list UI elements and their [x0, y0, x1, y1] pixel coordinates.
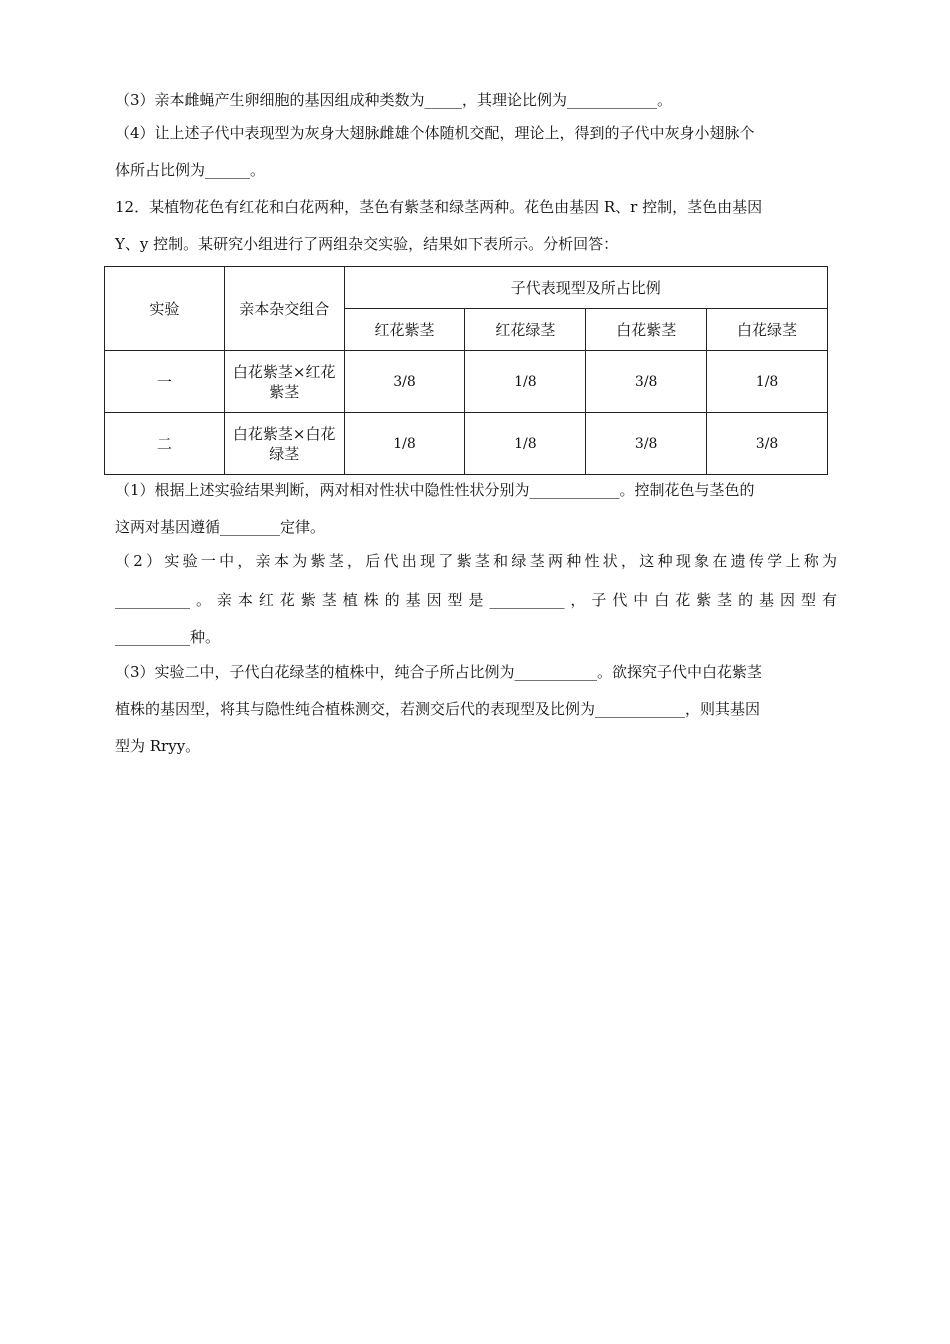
table-header-row: [105, 267, 828, 309]
header-offspring: 子代表现型及所占比例: [344, 267, 827, 309]
q11-part3: （3）亲本雌蝇产生卵细胞的基因组成种类数为_____，其理论比例为____________。: [115, 91, 673, 109]
header-phenotype: 红花紫茎: [344, 309, 465, 351]
ratio-cell: 1/8: [465, 413, 586, 475]
q11-part4-line2: 体所占比例为______。: [115, 161, 266, 179]
header-phenotype: 红花绿茎: [465, 309, 586, 351]
ratio-cell: 3/8: [344, 351, 465, 413]
ratio-cell: 1/8: [344, 413, 465, 475]
cross-combination: 白花紫茎×红花紫茎: [224, 351, 344, 413]
q12-intro-line1: 12．某植物花色有红花和白花两种，茎色有紫茎和绿茎两种。花色由基因 R、r 控制，茎色由基因: [115, 198, 763, 216]
q12-part3-line2: 植株的基因型，将其与隐性纯合植株测交，若测交后代的表现型及比例为____________，则其基因: [115, 700, 761, 718]
results-table: [104, 266, 828, 475]
header-phenotype: 白花绿茎: [707, 309, 828, 351]
q12-part1-line2: 这两对基因遵循________定律。: [115, 518, 326, 536]
experiment-label: 一: [105, 351, 225, 413]
q12-part2-line3: __________种。: [115, 628, 221, 646]
ratio-cell: 1/8: [707, 351, 828, 413]
ratio-cell: 3/8: [586, 351, 707, 413]
header-parental-cross: 亲本杂交组合: [224, 267, 344, 351]
q12-part1-line1: （1）根据上述实验结果判断，两对相对性状中隐性性状分别为____________。控制花色与茎色的: [115, 481, 755, 499]
header-experiment: 实验: [105, 267, 225, 351]
q12-part2-line1: （2）实验一中，亲本为紫茎，后代出现了紫茎和绿茎两种性状，这种现象在遗传学上称为: [115, 552, 837, 570]
ratio-cell: 1/8: [465, 351, 586, 413]
cross-combination: 白花紫茎×白花绿茎: [224, 413, 344, 475]
ratio-cell: 3/8: [707, 413, 828, 475]
q12-part3-line3: 型为 Rryy。: [115, 737, 201, 755]
header-phenotype: 白花紫茎: [586, 309, 707, 351]
q11-part4-line1: （4）让上述子代中表现型为灰身大翅脉雌雄个体随机交配，理论上，得到的子代中灰身小翅脉个: [115, 124, 755, 142]
table-row: [105, 351, 828, 413]
q12-part3-line1: （3）实验二中，子代白花绿茎的植株中，纯合子所占比例为___________。欲探究子代中白花紫茎: [115, 663, 763, 681]
table-row: [105, 413, 828, 475]
q12-intro-line2: Y、y 控制。某研究小组进行了两组杂交实验，结果如下表所示。分析回答：: [115, 235, 619, 253]
experiment-label: 二: [105, 413, 225, 475]
q12-part2-line2: __________。亲本红花紫茎植株的基因型是__________，子代中白花紫茎的基因型有: [115, 591, 837, 609]
ratio-cell: 3/8: [586, 413, 707, 475]
